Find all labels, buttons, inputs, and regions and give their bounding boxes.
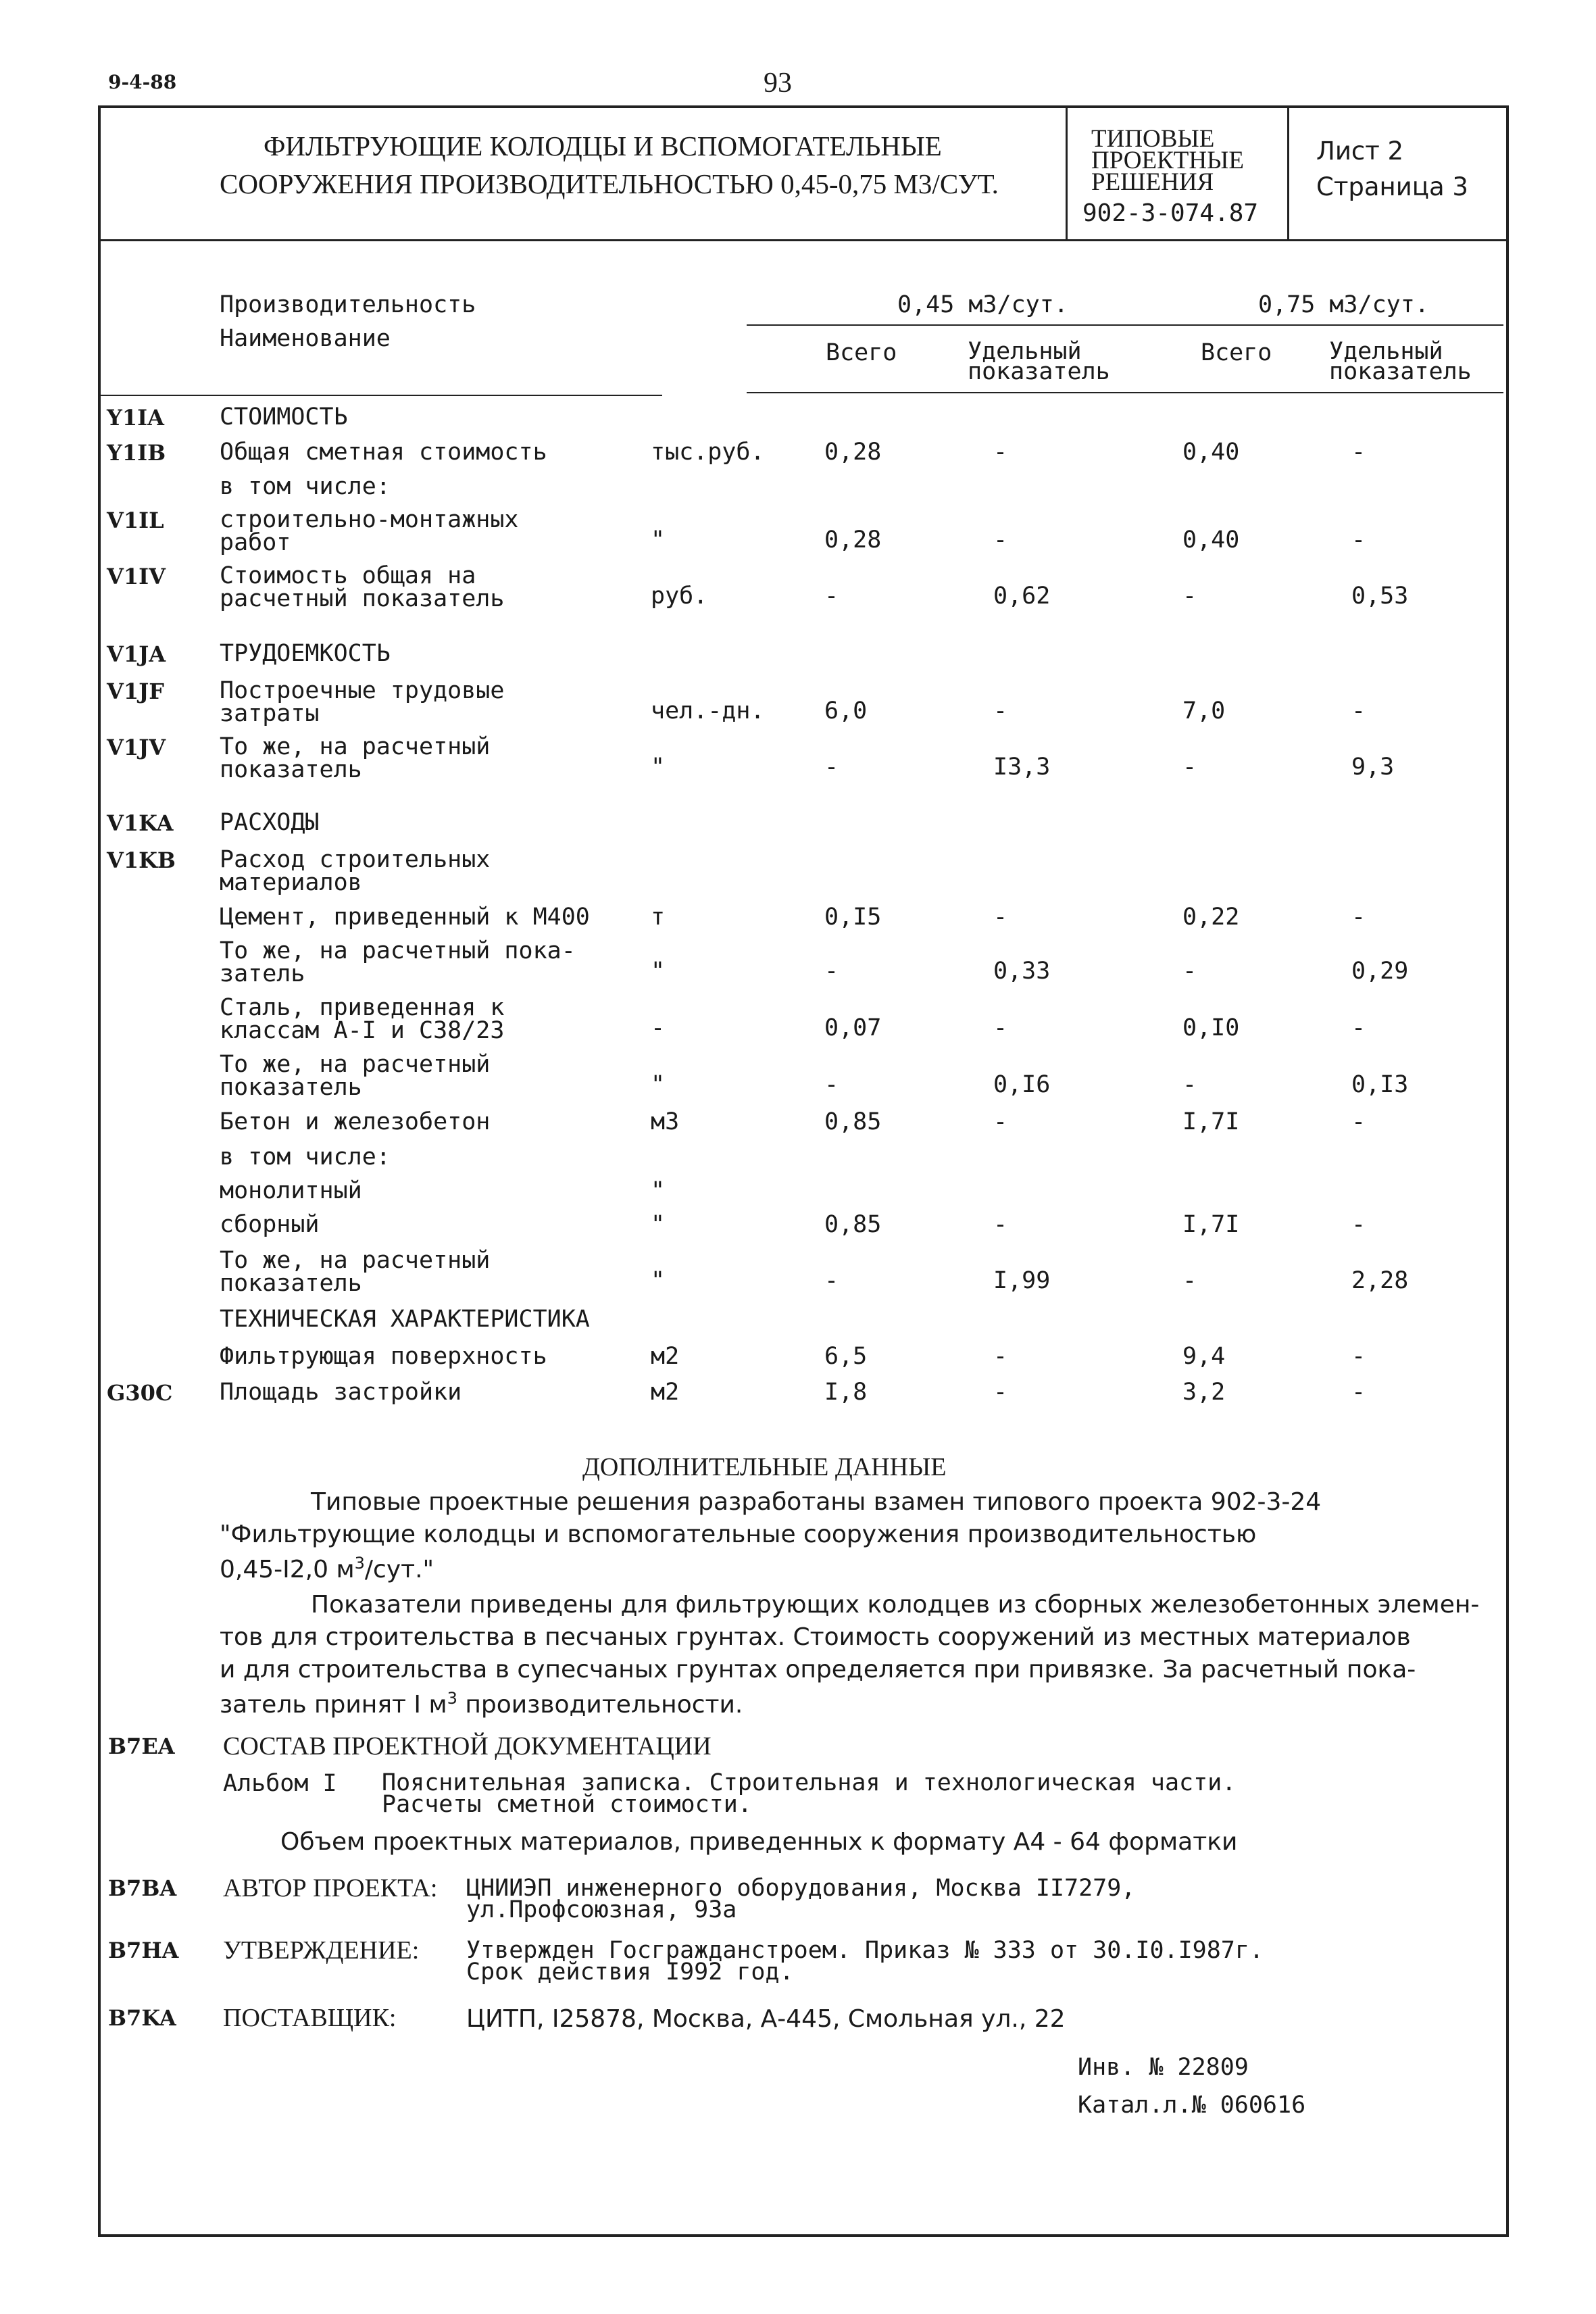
frame-top [98,105,1509,108]
row-specific-075: - [1351,1343,1366,1370]
row-unit: " [651,958,666,985]
row-name-line1: строительно-монтажных [220,506,519,533]
row-unit: м2 [651,1343,680,1370]
additional-p1-l1: Типовые проектные решения разработаны взамен типового проекта 902-3-24 [311,1488,1322,1516]
row-total-045: - [824,958,839,985]
supplier-value: ЦИТП, I25878, Москва, А-445, Смольная ул., 22 [466,2005,1066,2033]
row-total-075: 0,40 [1182,439,1240,466]
row-specific-045: - [993,1379,1008,1406]
row-name [220,1345,547,1368]
header-group-075: 0,75 м3/сут. [1258,291,1429,318]
row-unit: " [651,1211,666,1238]
row-unit: т [651,904,666,931]
row-total-075: I,7I [1182,1108,1240,1135]
author-value [466,1877,1135,1921]
row-name [220,405,348,428]
row-specific-075: - [1351,1379,1366,1406]
row-name-line2: работ [220,529,291,556]
catalog-number: Катал.л.№ 060616 [1078,2092,1306,2119]
header-group-045: 0,45 м3/сут. [897,291,1068,318]
row-name-line1: Общая сметная стоимость [220,439,547,466]
row-name [220,939,576,985]
row-code: Y1IA [107,405,164,430]
row-specific-075: - [1351,697,1366,724]
row-total-075: - [1182,754,1197,781]
album-description-l2: Расчеты сметной стоимости. [382,1791,752,1818]
series-line3: РЕШЕНИЯ [1091,168,1214,196]
header-divider-2 [1287,105,1289,241]
row-total-075: - [1182,1071,1197,1098]
row-specific-045: - [993,439,1008,466]
supplier-label: ПОСТАВЩИК: [223,2004,397,2032]
row-name-line1: сборный [220,1211,320,1238]
row-name [220,508,519,554]
row-total-045: 0,I5 [824,904,882,931]
row-name [220,906,590,929]
additional-p2-l4-sup: 3 [447,1689,457,1708]
row-specific-075: - [1351,526,1366,553]
row-name-line2: классам А-I и С38/23 [220,1017,505,1044]
header-specific-2-l2: показатель [1329,358,1472,385]
row-specific-045: - [993,526,1008,553]
header-specific-2-l1: Удельный [1329,338,1443,365]
row-specific-075: 2,28 [1351,1267,1409,1294]
row-total-045: - [824,583,839,610]
series-number: 902-3-074.87 [1082,199,1259,227]
row-name [220,1110,490,1133]
row-name-line1: То же, на расчетный [220,1247,491,1274]
page-label: Страница 3 [1316,172,1468,201]
row-unit: " [651,1177,666,1204]
inventory-number: Инв. № 22809 [1078,2054,1249,2081]
header-mid-line [747,324,1503,326]
approval-value-l1: Утвержден Госгражданстроем. Приказ № 333 от 30.I0.I987г. [466,1937,1264,1964]
row-name-line1: Расход строительных [220,846,491,873]
row-total-075: 9,4 [1182,1343,1226,1370]
header-total-1: Всего [826,339,897,366]
album-description-l1: Пояснительная записка. Строительная и технологическая части. [382,1769,1237,1796]
row-name-line1: Сталь, приведенная к [220,994,505,1021]
row-unit: - [651,1014,666,1041]
row-specific-045: - [993,1343,1008,1370]
row-total-075: - [1182,958,1197,985]
header-specific-2 [1329,338,1472,385]
header-left-rule [98,395,662,396]
row-code: V1KB [107,847,176,873]
header-total-2: Всего [1201,339,1272,366]
row-name-line1: То же, на расчетный [220,1051,491,1078]
additional-heading: ДОПОЛНИТЕЛЬНЫЕ ДАННЫЕ [582,1453,947,1481]
project-volume: Объем проектных материалов, приведенных к формату А4 - 64 форматки [280,1828,1238,1856]
header-title-line1: ФИЛЬТРУЮЩИЕ КОЛОДЦЫ И ВСПОМОГАТЕЛЬНЫЕ [264,130,942,162]
row-total-045: I,8 [824,1379,868,1406]
sheet-number: Лист 2 [1316,137,1404,166]
row-unit: м2 [651,1379,680,1406]
header-bottom-line [98,239,1509,241]
additional-p1-l3 [220,1555,434,1582]
row-total-045: - [824,754,839,781]
row-code: Y1IB [107,440,166,466]
row-specific-075: - [1351,1108,1366,1135]
album-label: Альбом I [223,1770,337,1797]
album-description [382,1769,1237,1818]
series-line2: ПРОЕКТНЫЕ [1091,147,1244,174]
row-name [220,1053,490,1099]
row-specific-075: 0,29 [1351,958,1409,985]
row-name-line1: монолитный [220,1177,362,1204]
row-code: V1IL [107,508,164,533]
author-value-l1: ЦНИИЭП инженерного оборудования, Москва II7279, [466,1875,1136,1902]
frame-bottom [98,2234,1509,2237]
row-name-line2: материалов [220,869,362,896]
row-name [220,642,391,665]
row-name-line1: в том числе: [220,473,391,500]
row-unit: чел.-дн. [651,697,765,724]
row-specific-075: - [1351,1014,1366,1041]
row-name-line2: расчетный показатель [220,585,505,612]
row-total-075: I,7I [1182,1211,1240,1238]
row-total-045: 0,28 [824,439,882,466]
row-name-line2: показатель [220,1074,362,1101]
row-total-075: - [1182,583,1197,610]
additional-p1-l3-sup: 3 [354,1554,365,1573]
row-unit: руб. [651,583,708,610]
row-name [220,811,320,834]
row-name-line1: Построечные трудовые [220,677,505,704]
row-total-075: 0,I0 [1182,1014,1240,1041]
row-name-line2: затель [220,960,305,987]
row-unit: " [651,1071,666,1098]
row-name-line2: затраты [220,700,320,727]
row-total-075: 7,0 [1182,697,1226,724]
row-specific-075: 9,3 [1351,754,1395,781]
row-name-line1: Цемент, приведенный к М400 [220,904,590,931]
additional-p2-l2: тов для строительства в песчаных грунтах. Стоимость сооружений из местных материалов [220,1623,1411,1651]
frame-right [1506,105,1509,2237]
row-total-075: - [1182,1267,1197,1294]
row-name [220,735,490,781]
row-name-line1: РАСХОДЫ [220,809,320,836]
row-unit: тыс.руб. [651,439,765,466]
row-specific-045: 0,62 [993,583,1051,610]
additional-p2-l3: и для строительства в супесчаных грунтах определяется при привязке. За расчетный пока- [220,1656,1416,1683]
row-code: V1KA [107,810,174,836]
row-specific-045: I,99 [993,1267,1051,1294]
additional-p2-l4-post: производительности. [457,1691,743,1719]
row-unit: " [651,526,666,553]
approval-code: B7HA [108,1938,179,1963]
composition-title: СОСТАВ ПРОЕКТНОЙ ДОКУМЕНТАЦИИ [223,1732,712,1761]
header-title-line2: СООРУЖЕНИЯ ПРОИЗВОДИТЕЛЬНОСТЬЮ 0,45-0,75 М3/СУТ. [220,168,999,199]
approval-label: УТВЕРЖДЕНИЕ: [223,1936,420,1965]
header-specific-1-l1: Удельный [968,338,1082,365]
row-specific-045: - [993,1014,1008,1041]
row-name [220,564,504,610]
header-productivity: Производительность [220,291,476,318]
header-divider-1 [1066,105,1068,241]
row-unit: м3 [651,1108,680,1135]
row-name-line1: То же, на расчетный пока- [220,937,576,964]
row-name-line1: Бетон и железобетон [220,1108,491,1135]
row-specific-045: - [993,904,1008,931]
row-total-075: 3,2 [1182,1379,1226,1406]
header-specific-1 [968,338,1110,385]
row-name [220,441,547,464]
row-code: V1JV [107,735,166,760]
series-label [1091,125,1244,196]
additional-p1-l3-post: /сут." [364,1556,434,1583]
row-specific-075: - [1351,439,1366,466]
row-name [220,1308,590,1331]
row-name [220,1249,490,1295]
row-total-045: 0,85 [824,1211,882,1238]
row-name-line1: ТЕХНИЧЕСКАЯ ХАРАКТЕРИСТИКА [220,1306,590,1333]
row-name-line1: Площадь застройки [220,1379,462,1406]
row-total-045: 0,07 [824,1014,882,1041]
series-line1: ТИПОВЫЕ [1091,125,1215,153]
row-specific-045: - [993,1108,1008,1135]
row-name [220,1179,362,1202]
row-specific-075: - [1351,904,1366,931]
row-code: V1IV [107,564,166,589]
row-name-line1: То же, на расчетный [220,733,491,760]
row-name-line1: в том числе: [220,1143,391,1171]
row-total-045: 6,0 [824,697,868,724]
row-name-line2: показатель [220,1270,362,1297]
row-name [220,1381,462,1404]
row-unit: " [651,1267,666,1294]
row-total-045: 0,85 [824,1108,882,1135]
supplier-code: B7KA [108,2005,176,2031]
row-name-line1: ТРУДОЕМКОСТЬ [220,640,391,667]
row-code: V1JF [107,679,164,704]
row-name-line1: Стоимость общая на [220,562,476,589]
row-total-045: 6,5 [824,1343,868,1370]
approval-value [466,1937,1264,1986]
row-total-075: 0,40 [1182,526,1240,553]
row-specific-045: 0,33 [993,958,1051,985]
row-specific-075: - [1351,1211,1366,1238]
approval-value-l2: Срок действия I992 год. [466,1959,794,1986]
row-specific-075: 0,I3 [1351,1071,1409,1098]
row-name [220,848,490,894]
row-name [220,996,504,1042]
author-code: B7BA [108,1875,177,1901]
page-number: 93 [764,68,792,99]
document-code: 9-4-88 [108,71,177,93]
row-name-line1: СТОИМОСТЬ [220,403,348,430]
row-unit: " [651,754,666,781]
row-name [220,1213,320,1236]
row-name [220,1143,391,1171]
composition-code: B7EA [108,1733,175,1759]
row-total-045: - [824,1267,839,1294]
row-specific-045: I3,3 [993,754,1051,781]
additional-p1-l3-pre: 0,45-I2,0 м [220,1556,355,1583]
row-total-045: 0,28 [824,526,882,553]
author-value-l2: ул.Профсоюзная, 93а [466,1896,737,1923]
row-specific-045: - [993,1211,1008,1238]
frame-left [98,105,101,2237]
row-specific-045: 0,I6 [993,1071,1051,1098]
row-specific-045: - [993,697,1008,724]
additional-p1-l2: "Фильтрующие колодцы и вспомогательные сооружения производительностью [220,1521,1257,1548]
additional-p2-l1: Показатели приведены для фильтрующих колодцев из сборных железобетонных элемен- [311,1591,1480,1619]
author-label: АВТОР ПРОЕКТА: [223,1874,438,1902]
row-total-075: 0,22 [1182,904,1240,931]
additional-p2-l4-pre: затель принят I м [220,1691,447,1719]
additional-p2-l4 [220,1690,743,1717]
row-name-line1: Фильтрующая поверхность [220,1343,547,1370]
row-name [220,475,391,498]
header-name: Наименование [220,325,391,352]
row-name-line2: показатель [220,756,362,783]
row-total-045: - [824,1071,839,1098]
row-code: V1JA [107,641,166,667]
row-specific-075: 0,53 [1351,583,1409,610]
header-specific-1-l2: показатель [968,358,1110,385]
row-code: G30C [107,1380,173,1406]
row-name [220,679,504,725]
header-bottom-rule [747,392,1503,393]
